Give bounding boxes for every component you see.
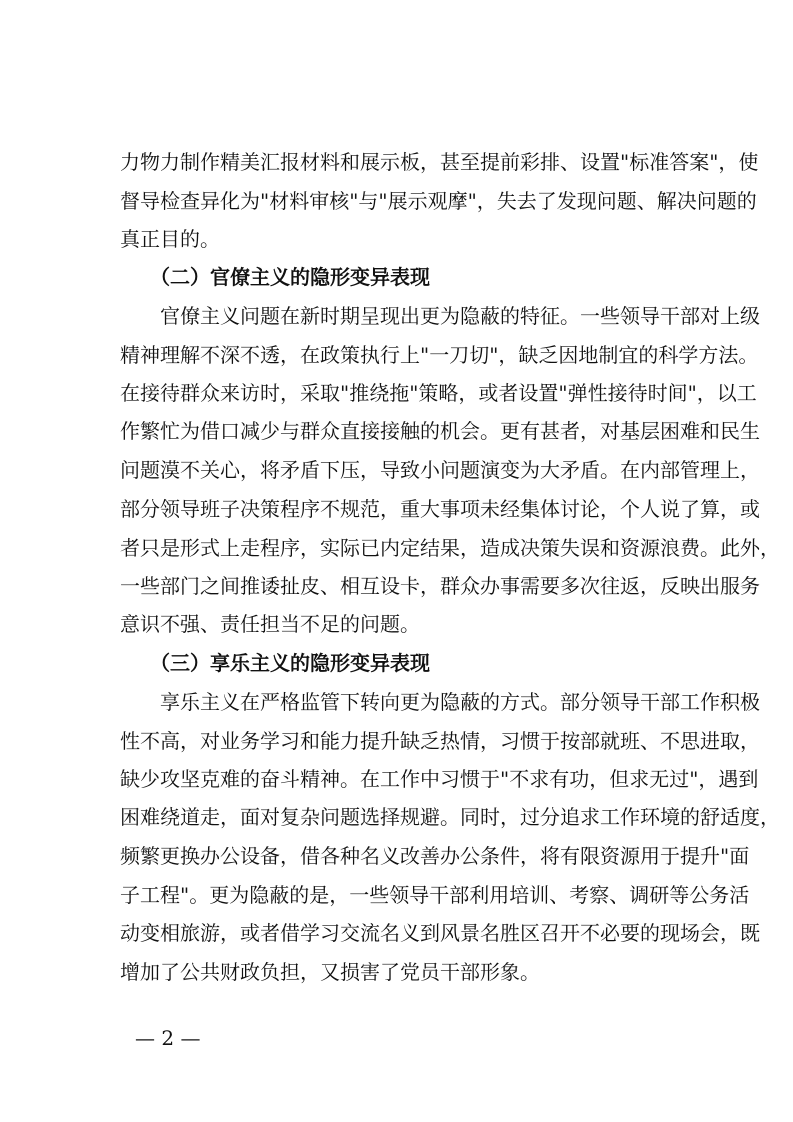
body-text-line: 力物力制作精美汇报材料和展示板，甚至提前彩排、设置"标准答案"，使 (120, 150, 759, 174)
body-text-line: 官僚主义问题在新时期呈现出更为隐蔽的特征。一些领导干部对上级 (160, 304, 760, 328)
body-text-line: 精神理解不深不透，在政策执行上"一刀切"，缺乏因地制宜的科学方法。 (120, 343, 759, 367)
body-text-line: 一些部门之间推诿扯皮、相互设卡，群众办事需要多次往返，反映出服务 (120, 574, 760, 598)
body-text-line: 子工程"。更为隐蔽的是，一些领导干部利用培训、考察、调研等公务活 (120, 883, 750, 907)
section-heading: （二）官僚主义的隐形变异表现 (150, 265, 430, 289)
body-text-line: 者只是形式上走程序，实际已内定结果，造成决策失误和资源浪费。此外， (120, 536, 780, 560)
body-text-line: 频繁更换办公设备，借各种名义改善办公条件，将有限资源用于提升"面 (120, 844, 750, 868)
body-text-line: 问题漠不关心，将矛盾下压，导致小问题演变为大矛盾。在内部管理上， (120, 458, 760, 482)
body-text-line: 部分领导班子决策程序不规范，重大事项未经集体讨论，个人说了算，或 (120, 497, 760, 521)
body-text-line: 督导检查异化为"材料审核"与"展示观摩"，失去了发现问题、解决问题的 (120, 189, 757, 213)
body-text-line: 动变相旅游，或者借学习交流名义到风景名胜区召开不必要的现场会，既 (120, 921, 760, 945)
body-text-line: 在接待群众来访时，采取"推绕拖"策略，或者设置"弹性接待时间"，以工 (120, 381, 757, 405)
body-text-line: 缺少攻坚克难的奋斗精神。在工作中习惯于"不求有功，但求无过"，遇到 (120, 767, 759, 791)
body-text-line: 真正目的。 (120, 227, 220, 251)
page-number: — 2 — (135, 1026, 201, 1050)
body-text-line: 意识不强、责任担当不足的问题。 (120, 612, 420, 636)
body-text-line: 性不高，对业务学习和能力提升缺乏热情，习惯于按部就班、不思进取， (120, 729, 760, 753)
body-text-line: 困难绕道走，面对复杂问题选择规避。同时，过分追求工作环境的舒适度， (120, 805, 780, 829)
body-text-line: 享乐主义在严格监管下转向更为隐蔽的方式。部分领导干部工作积极 (160, 690, 760, 714)
body-text-line: 作繁忙为借口减少与群众直接接触的机会。更有甚者，对基层困难和民生 (120, 419, 760, 443)
section-heading: （三）享乐主义的隐形变异表现 (150, 651, 430, 675)
body-text-line: 增加了公共财政负担，又损害了党员干部形象。 (120, 960, 540, 984)
